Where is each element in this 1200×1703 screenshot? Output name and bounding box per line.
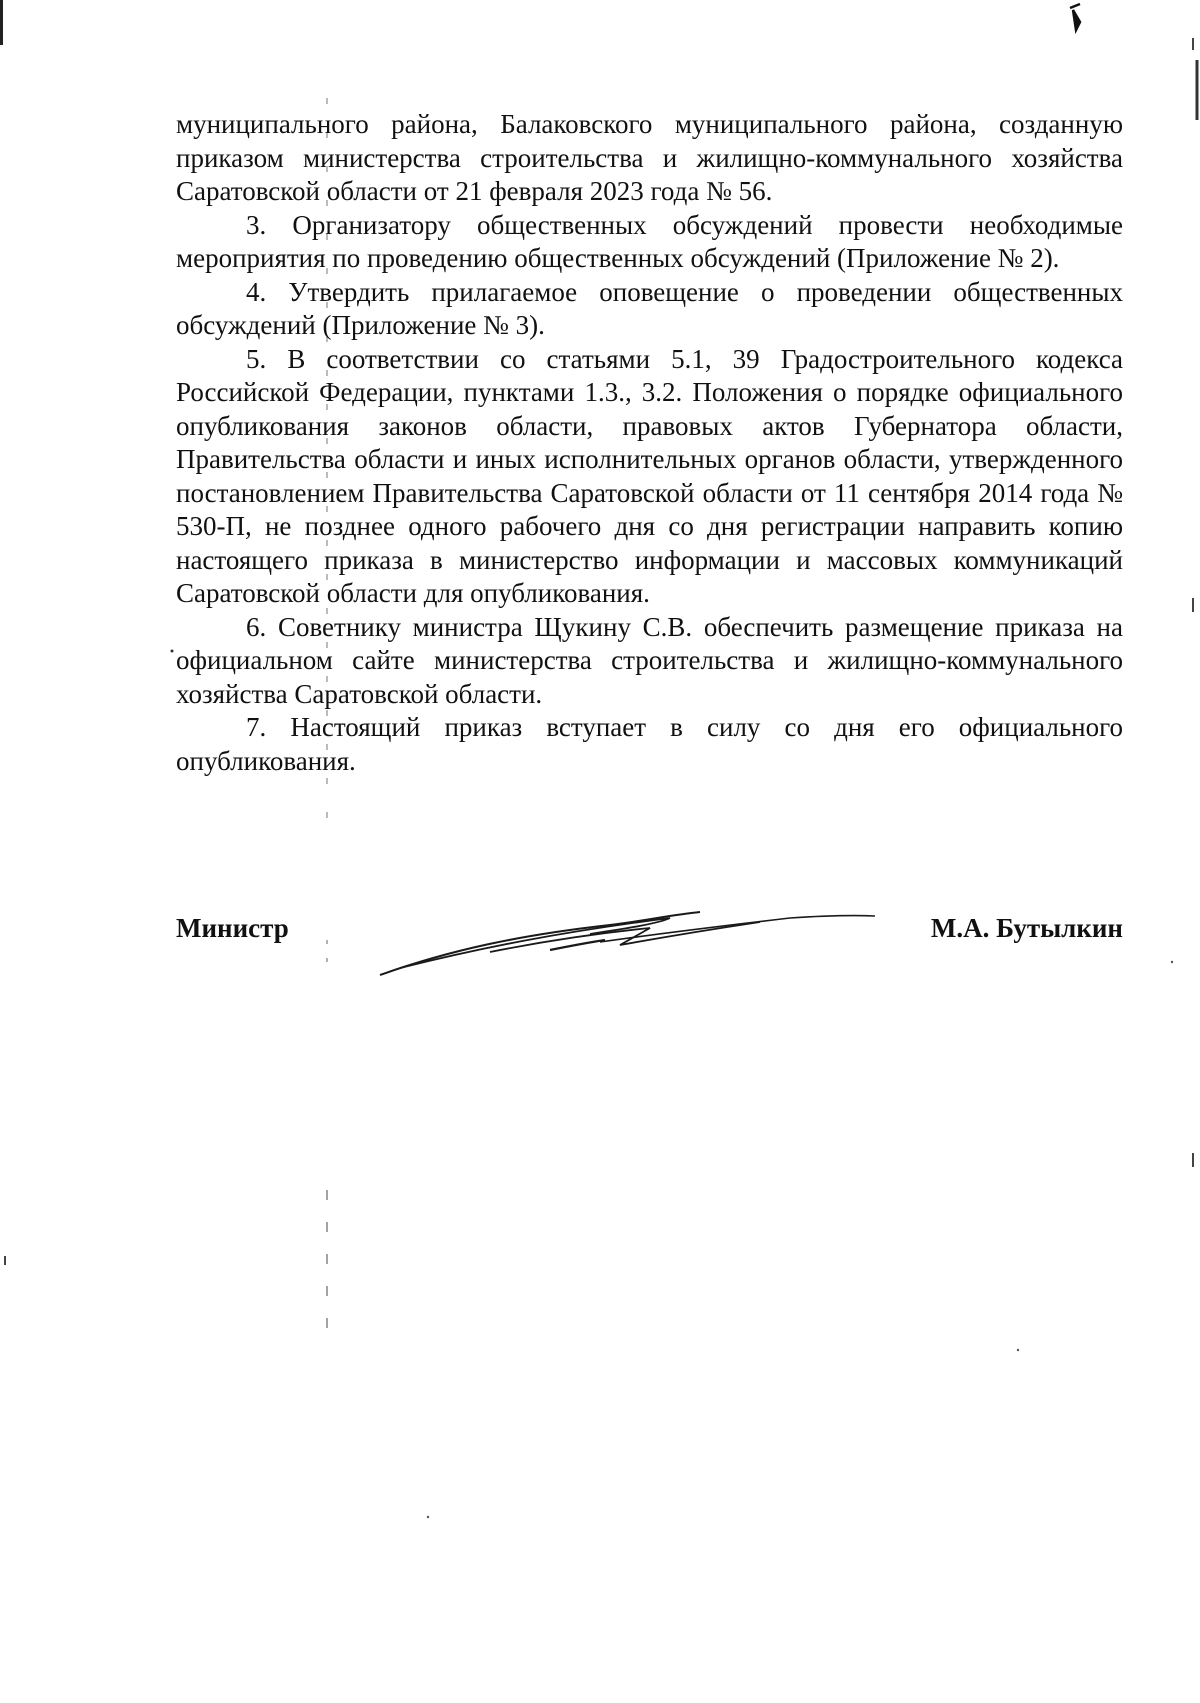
paragraph-3: 3. Организатору общественных обсуждений провести необходимые мероприятия по проведению общественных обсуждений (Приложение № 2).: [176, 209, 1123, 273]
paragraph-7: 7. Настоящий приказ вступает в силу со дня его официального опубликования.: [176, 712, 1123, 776]
paragraph-continuation: муниципального района, Балаковского муниципального района, созданную приказом министерства строительства и жилищно-коммунального хозяйства Саратовской области от 21 февраля 2023 года № 56.: [176, 109, 1123, 206]
paragraph-6: 6. Советнику министра Щукину С.В. обеспечить размещение приказа на официальном сайте министерства строительства и жилищно-коммунального хозяйства Саратовской области.: [176, 611, 1123, 709]
top-corner-mark: [1070, 4, 1080, 30]
speck-4: [1171, 961, 1173, 963]
speck-1: [171, 650, 174, 653]
handwritten-signature-icon: [370, 890, 880, 980]
document-body: [176, 108, 1123, 778]
signatory-name: М.А. Бутылкин: [930, 913, 1123, 943]
paragraph-4: 4. Утвердить прилагаемое оповещение о проведении общественных обсуждений (Приложение № 3).: [176, 276, 1123, 340]
speck-3: [1017, 1349, 1019, 1351]
paragraph-5: 5. В соответствии со статьями 5.1, 39 Градостроительного кодекса Российской Федерации, пунктами 1.3., 3.2. Положения о порядке официального опубликования законов области, правовых актов Губернатора области, Правительства области и иных исполнительных органов области, утвержденного постановлением Правительства Саратовской области от 11 сентября 2014 года № 530-П, не позднее одного рабочего дня со дня регистрации направить копию настоящего приказа в министерство информации и массовых коммуникаций Саратовской области для опубликования.: [176, 343, 1123, 608]
signatory-title: Министр: [176, 913, 289, 943]
speck-2: [427, 1516, 429, 1518]
